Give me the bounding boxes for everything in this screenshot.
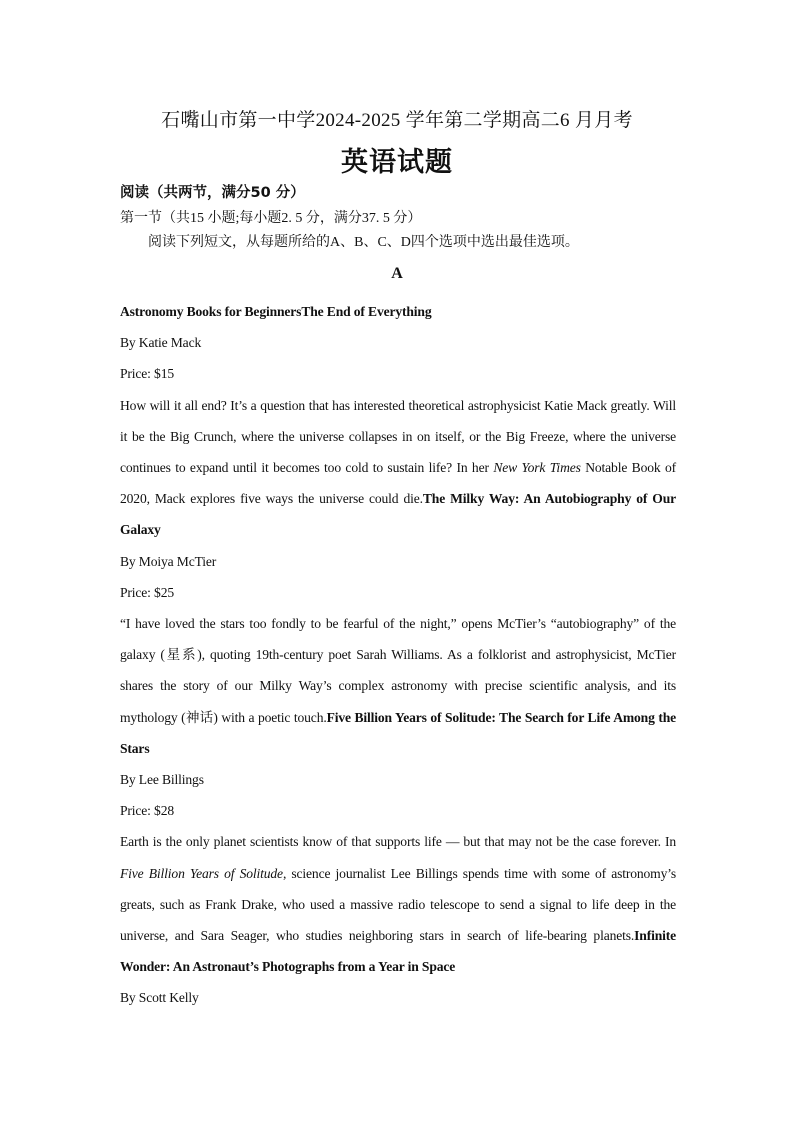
passage-letter: A <box>391 265 403 282</box>
book-author: By Lee Billings <box>120 772 204 788</box>
passage-body <box>120 296 676 1014</box>
book-title: The End of Everything <box>301 304 432 319</box>
book-description <box>120 390 676 546</box>
school-exam-title: 石嘴山市第一中学2024-2025 学年第二学期高二6 月月考 <box>161 110 633 131</box>
book-price: Price: $28 <box>120 803 174 819</box>
part-heading: 第一节（共15 小题;每小题2. 5 分，满分37. 5 分） <box>120 211 422 226</box>
book-title: Infinite Wonder: An Astronaut’s Photographs from a Year in Space <box>120 928 676 975</box>
book-description-text: Earth is the only planet scientists know of that supports life — but that may not be the case forever. In <box>120 834 676 850</box>
book-author: By Scott Kelly <box>120 990 199 1006</box>
instructions-text: 阅读下列短文，从每题所给的A、B、C、D四个选项中选出最佳选项。 <box>148 235 579 250</box>
book-description-italic: Five Billion Years of Solitude <box>120 865 283 881</box>
book-description-italic: New York Times <box>493 460 581 476</box>
book-description-text: Notable Book of 2020, Mack explores five ways the universe could die. <box>120 460 677 507</box>
book-price: Price: $25 <box>120 584 174 600</box>
book-title: Five Billion Years of Solitude: The Search for Life Among the Stars <box>120 709 676 756</box>
book-description <box>120 608 676 764</box>
book-title: The Milky Way: An Autobiography of Our Galaxy <box>120 491 677 538</box>
section-heading: 阅读（共两节，满分50 分） <box>120 185 305 201</box>
book-description-text: “I have loved the stars too fondly to be fearful of the night,” opens McTier’s “autobiography” of the galaxy (星系), quoting 19th-century poet Sarah Williams. As a folklorist and astrophysicist, McTier shares the story of our Milky Way’s complex astronomy with precise scientific analysis, and its mythology (神话) with a poetic touch. <box>120 616 676 725</box>
passage-intro-heading: Astronomy Books for Beginners <box>120 304 302 319</box>
book-author: By Moiya McTier <box>120 553 217 569</box>
intro-heading-line <box>120 296 676 327</box>
book-author: By Katie Mack <box>120 335 202 351</box>
subject-title: 英语试题 <box>341 147 453 178</box>
book-price: Price: $15 <box>120 366 174 382</box>
book-description-text: How will it all end? It’s a question that has interested theoretical astrophysicist Katie Mack greatly. Will it be the Big Crunch, where the universe collapses in on itself, or the Big Freeze, where the universe continues to expand until it becomes too cold to sustain life? In her <box>120 397 676 476</box>
book-description <box>120 826 676 982</box>
book-description-text: , science journalist Lee Billings spends time with some of astronomy’s greats, such as Frank Drake, who used a massive radio telescope to send a signal to life deep in the universe, and Sara Seager, who studies neighboring stars in search of life-bearing planets. <box>120 865 676 944</box>
